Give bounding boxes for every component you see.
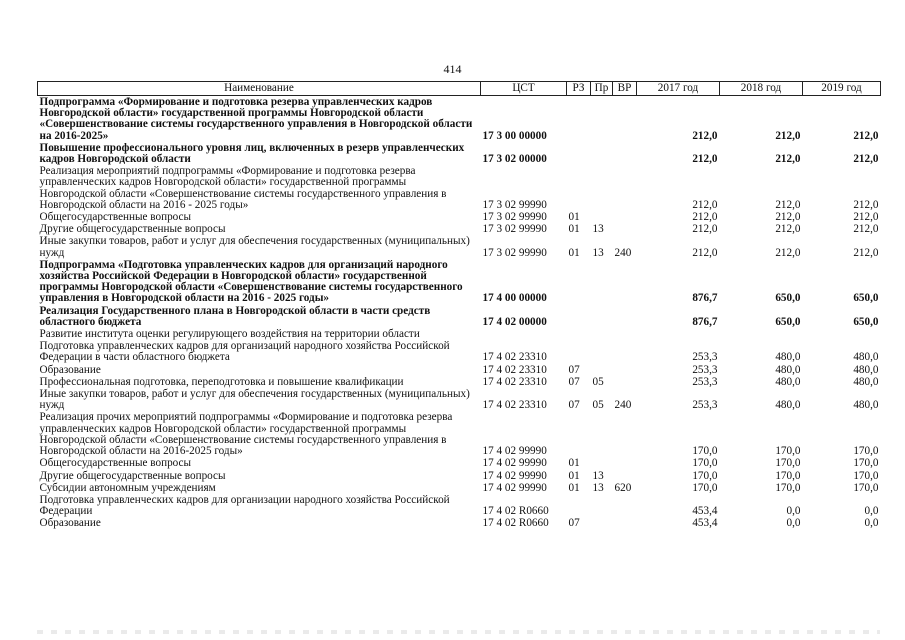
row-rz-cell	[567, 142, 591, 165]
row-cst-cell: 17 4 02 99990	[482, 445, 547, 458]
row-pr-cell	[591, 457, 613, 469]
row-2017-cell: 453,4	[692, 505, 718, 518]
table-row	[38, 165, 881, 211]
row-2017-cell: 170,0	[692, 481, 718, 494]
row-vr-cell: 620	[614, 481, 632, 494]
row-2019-cell: 170,0	[853, 481, 879, 494]
header-name: Наименование	[38, 82, 481, 96]
row-2018-cell: 170,0	[775, 481, 801, 494]
row-2019-cell: 212,0	[853, 129, 879, 142]
table-row	[38, 388, 881, 411]
row-cst-cell: 17 3 02 99990	[482, 246, 547, 259]
row-2019-cell: 480,0	[853, 399, 879, 412]
row-2019-cell: 650,0	[853, 292, 879, 305]
row-name-cell: Реализация прочих мероприятий подпрограммы «Формирование и подготовка резерва управленческих кадров Новгородской области» государственной программы Новгородской области «Совершенствование системы государственного управления в Новгородской области на 2016-2025 годы»	[39, 411, 453, 458]
row-cst-cell: 17 4 02 23310	[482, 375, 547, 388]
row-pr-cell	[591, 142, 613, 165]
row-2019-cell: 212,0	[853, 211, 879, 224]
row-2019-cell: 212,0	[853, 153, 879, 166]
row-vr-cell	[613, 223, 637, 235]
row-rz-cell	[567, 494, 591, 517]
row-name-cell: Реализация Государственного плана в Новгородской области в части средств областного бюджета	[39, 304, 431, 328]
row-name-cell: Иные закупки товаров, работ и услуг для обеспечения государственных (муниципальных) нужд	[39, 388, 470, 412]
row-name-cell: Образование	[39, 517, 101, 530]
row-2017-cell: 453,4	[692, 517, 718, 530]
row-vr-cell	[613, 165, 637, 211]
table-row	[38, 340, 881, 363]
row-2017-cell: 253,3	[692, 375, 718, 388]
row-vr-cell	[613, 411, 637, 457]
table-row	[38, 305, 881, 328]
row-2018-cell: 212,0	[775, 246, 801, 259]
row-pr-cell: 05	[592, 399, 604, 412]
page-number: 414	[443, 62, 462, 76]
row-cst-cell: 17 4 02 23310	[482, 399, 547, 412]
row-vr-cell	[613, 211, 637, 223]
row-pr-cell	[591, 328, 613, 340]
row-name-cell: Другие общегосударственные вопросы	[39, 469, 226, 482]
row-2018-cell	[720, 328, 803, 340]
row-2018-cell: 480,0	[775, 375, 801, 388]
table-row	[38, 142, 881, 165]
row-name-cell: Реализация мероприятий подпрограммы «Формирование и подготовка резерва управленческих кадров Новгородской области» государственной программы Новгородской области «Совершенствование системы государственного управления в Новгородской области на 2016 - 2025 годы»	[39, 165, 447, 211]
row-rz-cell: 07	[568, 517, 580, 530]
row-cst-cell: 17 4 02 23310	[482, 351, 547, 364]
row-2017-cell: 212,0	[692, 246, 718, 259]
row-2019-cell: 0,0	[864, 505, 879, 518]
header-2017: 2017 год	[637, 82, 720, 96]
row-2018-cell: 650,0	[775, 315, 801, 328]
row-rz-cell: 01	[568, 223, 580, 236]
row-2018-cell: 170,0	[775, 445, 801, 458]
row-vr-cell	[613, 457, 637, 469]
row-rz-cell	[567, 96, 591, 142]
row-rz-cell: 01	[568, 457, 580, 470]
row-pr-cell	[591, 494, 613, 517]
row-vr-cell	[613, 305, 637, 328]
row-rz-cell: 01	[568, 469, 580, 482]
row-vr-cell	[613, 96, 637, 142]
row-2018-cell: 0,0	[786, 505, 801, 518]
header-rz: РЗ	[567, 82, 591, 96]
row-rz-cell: 07	[568, 375, 580, 388]
row-2018-cell: 480,0	[775, 399, 801, 412]
row-2017-cell: 212,0	[692, 223, 718, 236]
row-cst-cell: 17 3 00 00000	[482, 129, 547, 142]
row-cst-cell: 17 4 00 00000	[482, 292, 547, 305]
scan-footer-artifact	[37, 630, 880, 634]
row-pr-cell: 13	[592, 481, 604, 494]
row-2018-cell: 480,0	[775, 363, 801, 376]
row-rz-cell	[567, 328, 591, 340]
row-cst-cell: 17 4 02 R0660	[482, 517, 549, 530]
table-row	[38, 211, 881, 223]
table-row	[38, 517, 881, 529]
row-pr-cell	[591, 340, 613, 363]
row-name-cell: Иные закупки товаров, работ и услуг для обеспечения государственных (муниципальных) нужд	[39, 235, 470, 259]
table-row	[38, 482, 881, 494]
row-cst-cell: 17 3 02 99990	[482, 198, 547, 211]
row-name-cell: Развитие института оценки регулирующего воздействия на территории области	[39, 328, 420, 341]
table-row	[38, 328, 881, 340]
row-2019-cell: 212,0	[853, 223, 879, 236]
row-vr-cell	[613, 364, 637, 376]
row-rz-cell: 01	[568, 211, 580, 224]
row-2017-cell: 170,0	[692, 469, 718, 482]
table-body	[38, 96, 881, 530]
header-pr: Пр	[591, 82, 613, 96]
row-pr-cell: 13	[592, 469, 604, 482]
row-2018-cell: 170,0	[775, 469, 801, 482]
row-2019-cell: 480,0	[853, 375, 879, 388]
row-vr-cell	[613, 470, 637, 482]
row-rz-cell	[567, 305, 591, 328]
row-2017-cell: 876,7	[692, 292, 718, 305]
row-pr-cell: 13	[592, 223, 604, 236]
row-pr-cell	[591, 517, 613, 529]
table-row	[38, 235, 881, 258]
row-2019-cell	[803, 328, 881, 340]
row-name-cell: Подготовка управленческих кадров для организаций народного хозяйства Российской Федерации в части областного бюджета	[39, 340, 450, 364]
row-2019-cell: 212,0	[853, 198, 879, 211]
row-2019-cell: 480,0	[853, 363, 879, 376]
row-2017-cell: 253,3	[692, 351, 718, 364]
row-pr-cell	[591, 411, 613, 457]
row-cst-cell: 17 4 02 99990	[482, 481, 547, 494]
row-cst-cell: 17 4 02 99990	[482, 457, 547, 470]
table-row	[38, 470, 881, 482]
table-row	[38, 364, 881, 376]
row-vr-cell	[613, 142, 637, 165]
table-row	[38, 96, 881, 142]
row-name-cell: Подпрограмма «Формирование и подготовка резерва управленческих кадров Новгородской области» государственной программы Новгородской области «Совершенствование системы государственного управления в Новгородской области на 2016-2025»	[39, 96, 473, 142]
row-2017-cell: 170,0	[692, 457, 718, 470]
row-2018-cell: 650,0	[775, 292, 801, 305]
row-pr-cell	[591, 364, 613, 376]
row-cst-cell	[481, 328, 567, 340]
row-rz-cell: 07	[568, 363, 580, 376]
row-2017-cell: 212,0	[692, 211, 718, 224]
row-2019-cell: 212,0	[853, 246, 879, 259]
row-vr-cell: 240	[614, 246, 632, 259]
row-2017-cell: 253,3	[692, 399, 718, 412]
row-rz-cell: 01	[568, 481, 580, 494]
row-2018-cell: 0,0	[786, 517, 801, 530]
row-2017-cell: 212,0	[692, 129, 718, 142]
row-pr-cell: 13	[592, 246, 604, 259]
header-cst: ЦСТ	[481, 82, 567, 96]
row-2017-cell: 212,0	[692, 153, 718, 166]
header-2018: 2018 год	[720, 82, 803, 96]
row-rz-cell	[567, 340, 591, 363]
row-pr-cell	[591, 259, 613, 305]
row-name-cell: Подготовка управленческих кадров для организации народного хозяйства Российской Федерации	[39, 493, 450, 518]
table-row	[38, 259, 881, 305]
row-2019-cell: 170,0	[853, 445, 879, 458]
row-2019-cell: 170,0	[853, 469, 879, 482]
row-name-cell: Подпрограмма «Подготовка управленческих кадров для организаций народного хозяйства Российской Федерации в Новгородской области» государственной программы Новгородской области «Совершенствование системы государственного управления в Новгородской области на 2016 - 2025 годы»	[39, 258, 463, 305]
table-row	[38, 376, 881, 388]
row-pr-cell: 05	[592, 375, 604, 388]
row-cst-cell: 17 3 02 00000	[482, 153, 547, 166]
row-cst-cell: 17 3 02 99990	[482, 211, 547, 224]
row-cst-cell: 17 4 02 99990	[482, 469, 547, 482]
row-vr-cell	[613, 517, 637, 529]
row-cst-cell: 17 4 02 23310	[482, 363, 547, 376]
row-rz-cell: 07	[568, 399, 580, 412]
row-name-cell: Другие общегосударственные вопросы	[39, 223, 226, 236]
row-2018-cell: 170,0	[775, 457, 801, 470]
row-pr-cell	[591, 305, 613, 328]
row-2018-cell: 212,0	[775, 153, 801, 166]
row-vr-cell	[613, 340, 637, 363]
table-header-row	[38, 82, 881, 96]
row-vr-cell	[613, 376, 637, 388]
row-vr-cell	[613, 328, 637, 340]
row-2017-cell: 253,3	[692, 363, 718, 376]
row-name-cell: Субсидии автономным учреждениям	[39, 481, 216, 494]
row-2018-cell: 212,0	[775, 129, 801, 142]
row-pr-cell	[591, 96, 613, 142]
row-rz-cell	[567, 259, 591, 305]
row-vr-cell	[613, 494, 637, 517]
row-name-cell: Повышение профессионального уровня лиц, включенных в резерв управленческих кадров Новгородской области	[39, 141, 465, 166]
table-row	[38, 494, 881, 517]
row-pr-cell	[591, 165, 613, 211]
row-2019-cell: 480,0	[853, 351, 879, 364]
row-rz-cell: 01	[568, 246, 580, 259]
row-2019-cell: 0,0	[864, 517, 879, 530]
row-rz-cell	[567, 411, 591, 457]
table-row	[38, 457, 881, 469]
row-name-cell: Профессиональная подготовка, переподготовка и повышение квалификации	[39, 375, 404, 388]
table-row	[38, 223, 881, 235]
row-2018-cell: 212,0	[775, 223, 801, 236]
row-vr-cell	[613, 259, 637, 305]
row-name-cell: Общегосударственные вопросы	[39, 211, 192, 224]
row-name-cell: Образование	[39, 363, 101, 376]
row-cst-cell: 17 4 02 R0660	[482, 505, 549, 518]
row-pr-cell	[591, 211, 613, 223]
row-2017-cell: 876,7	[692, 315, 718, 328]
row-cst-cell: 17 3 02 99990	[482, 223, 547, 236]
row-2019-cell: 170,0	[853, 457, 879, 470]
row-2019-cell: 650,0	[853, 315, 879, 328]
row-rz-cell	[567, 165, 591, 211]
row-cst-cell: 17 4 02 00000	[482, 315, 547, 328]
row-vr-cell: 240	[614, 399, 632, 412]
header-2019: 2019 год	[803, 82, 881, 96]
row-2017-cell: 212,0	[692, 198, 718, 211]
row-2017-cell	[637, 328, 720, 340]
row-2018-cell: 480,0	[775, 351, 801, 364]
row-2017-cell: 170,0	[692, 445, 718, 458]
table-row	[38, 411, 881, 457]
budget-table	[37, 81, 881, 530]
row-name-cell: Общегосударственные вопросы	[39, 457, 192, 470]
header-vr: ВР	[613, 82, 637, 96]
row-2018-cell: 212,0	[775, 198, 801, 211]
row-2018-cell: 212,0	[775, 211, 801, 224]
